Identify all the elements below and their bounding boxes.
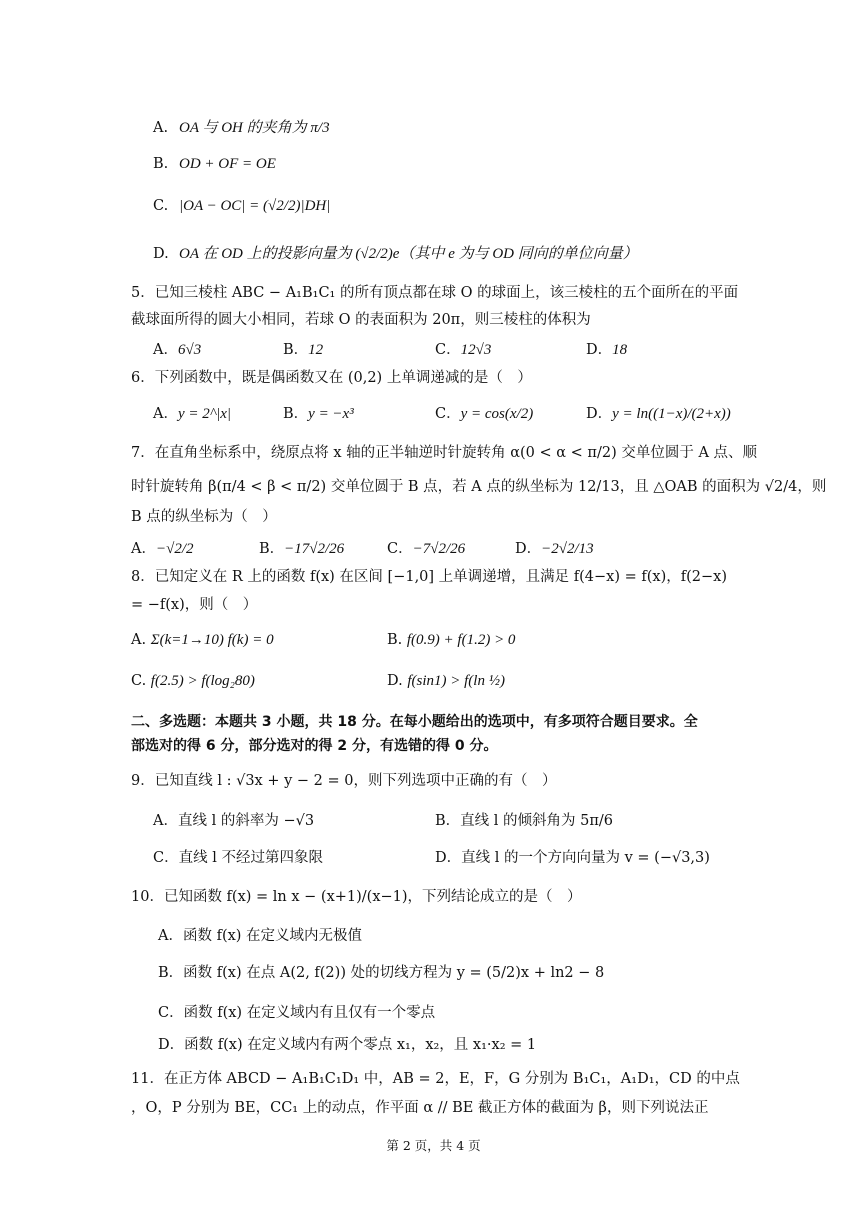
question-8-option-b <box>387 630 515 650</box>
question-6-option-c <box>435 404 533 424</box>
option-text: y = ln((1−x)/(2+x)) <box>612 406 731 422</box>
option-label: C． <box>158 1005 184 1021</box>
question-9-option-a <box>153 811 314 831</box>
option-text: −7√2/26 <box>412 541 466 557</box>
question-10-stem: 10．已知函数 f(x) = ln x − (x+1)/(x−1)，下列结论成立的是（ ） <box>131 889 582 905</box>
option-text: Σ(k=1→10) f(k) = 0 <box>150 632 274 648</box>
question-7-option-d <box>515 539 594 559</box>
option-text: f(2.5) > f(log₂80) <box>150 673 255 689</box>
question-10-option-d <box>158 1035 536 1055</box>
option-b <box>153 154 276 174</box>
option-label: C． <box>153 850 179 866</box>
option-text: 函数 f(x) 在定义域内无极值 <box>182 928 363 944</box>
option-label: B. <box>153 156 169 172</box>
question-11-stem-line-1: 11．在正方体 ABCD − A₁B₁C₁D₁ 中，AB = 2，E，F，G 分别为 B₁C₁，A₁D₁，CD 的中点 <box>131 1071 740 1087</box>
option-text: y = −x³ <box>308 406 354 422</box>
option-label: A． <box>153 406 178 422</box>
option-label: A． <box>153 342 178 358</box>
option-c <box>153 196 330 216</box>
question-10-option-b <box>158 963 604 983</box>
question-10-option-c <box>158 1003 435 1023</box>
question-9-option-d <box>435 848 710 868</box>
question-11-stem-line-2: ，O，P 分别为 BE，CC₁ 上的动点，作平面 α // BE 截正方体的截面为 β，则下列说法正 <box>131 1100 709 1116</box>
option-a <box>153 118 330 138</box>
option-text: 函数 f(x) 在点 A(2, f(2)) 处的切线方程为 y = (5/2)x + ln2 − 8 <box>183 965 605 981</box>
option-text: y = cos(x/2) <box>460 406 534 422</box>
question-7-stem-line-3: B 点的纵坐标为（ ） <box>131 509 277 525</box>
question-7-stem-line-2: 时针旋转角 β(π/4 < β < π/2) 交单位圆于 B 点，若 A 点的纵坐标为 12/13，且 △OAB 的面积为 √2/4，则 <box>131 479 827 495</box>
section-heading-line-2: 部选对的得 6 分，部分选对的得 2 分，有选错的得 0 分。 <box>131 738 498 754</box>
option-label: A． <box>153 813 178 829</box>
question-6-option-b <box>283 404 354 424</box>
option-text: 6√3 <box>177 342 202 358</box>
option-text: −17√2/26 <box>284 541 345 557</box>
option-text: −√2/2 <box>155 541 194 557</box>
option-text: 18 <box>612 342 628 358</box>
option-label: A. <box>131 632 147 648</box>
question-8-stem-line-1: 8．已知定义在 R 上的函数 f(x) 在区间 [−1,0] 上单调递增，且满足 f(4−x) = f(x)，f(2−x) <box>131 569 727 585</box>
option-label: B． <box>259 541 285 557</box>
question-7-option-c <box>387 539 465 559</box>
option-text: OD + OF = OE <box>179 156 276 172</box>
question-9-option-c <box>153 848 323 868</box>
option-label: A． <box>158 928 183 944</box>
option-text: 12√3 <box>460 342 492 358</box>
question-8-option-c <box>131 671 255 691</box>
question-5-stem-line-2: 截球面所得的圆大小相同，若球 O 的表面积为 20π，则三棱柱的体积为 <box>131 312 591 328</box>
question-6-stem: 6．下列函数中，既是偶函数又在 (0,2) 上单调递减的是（ ） <box>131 370 532 386</box>
option-label: C． <box>435 406 461 422</box>
option-label: D． <box>586 406 613 422</box>
option-label: D． <box>158 1037 185 1053</box>
option-label: D. <box>387 673 403 689</box>
option-label: D． <box>435 850 462 866</box>
option-text: f(sin1) > f(ln ½) <box>407 673 505 689</box>
section-heading-line-1: 二、多选题：本题共 3 小题，共 18 分。在每小题给出的选项中，有多项符合题目要求。全 <box>131 714 698 730</box>
page-footer: 第 2 页，共 4 页 <box>386 1138 481 1153</box>
option-label: D. <box>153 246 169 262</box>
option-label: B. <box>387 632 403 648</box>
option-text: OA 在 OD 上的投影向量为 (√2/2)e（其中 e 为与 OD 同向的单位向量） <box>179 246 638 262</box>
question-6-option-d <box>586 404 731 424</box>
option-text: y = 2^|x| <box>177 406 231 422</box>
option-label: B． <box>435 813 461 829</box>
option-text: 直线 l 的一个方向向量为 v = (−√3,3) <box>461 850 710 866</box>
option-label: C. <box>153 198 169 214</box>
option-label: A. <box>153 120 169 136</box>
option-label: C． <box>387 541 413 557</box>
question-5-option-d <box>586 340 627 360</box>
question-7-stem-line-1: 7．在直角坐标系中，绕原点将 x 轴的正半轴逆时针旋转角 α(0 < α < π/2) 交单位圆于 A 点、顺 <box>131 445 758 461</box>
option-text: f(0.9) + f(1.2) > 0 <box>406 632 516 648</box>
option-text: 直线 l 的斜率为 −√3 <box>177 813 315 829</box>
option-text: 12 <box>308 342 324 358</box>
option-text: 直线 l 不经过第四象限 <box>178 850 323 866</box>
question-7-option-a <box>131 539 194 559</box>
option-label: D． <box>586 342 613 358</box>
question-8-option-d <box>387 671 505 691</box>
question-8-stem-line-2: = −f(x)，则（ ） <box>131 597 258 613</box>
question-5-option-a <box>153 340 201 360</box>
option-label: D． <box>515 541 542 557</box>
question-10-option-a <box>158 926 362 946</box>
option-label: B． <box>283 342 309 358</box>
option-label: B． <box>283 406 309 422</box>
option-label: B． <box>158 965 184 981</box>
question-5-option-b <box>283 340 323 360</box>
option-label: A． <box>131 541 156 557</box>
question-9-option-b <box>435 811 613 831</box>
option-text: 直线 l 的倾斜角为 5π/6 <box>460 813 613 829</box>
option-label: C. <box>131 673 147 689</box>
option-text: |OA − OC| = (√2/2)|DH| <box>179 198 331 214</box>
option-text: −2√2/13 <box>541 541 594 557</box>
question-6-option-a <box>153 404 231 424</box>
option-d <box>153 244 638 264</box>
question-5-stem-line-1: 5．已知三棱柱 ABC − A₁B₁C₁ 的所有顶点都在球 O 的球面上，该三棱柱的五个面所在的平面 <box>131 285 739 301</box>
question-7-option-b <box>259 539 344 559</box>
question-5-option-c <box>435 340 491 360</box>
option-label: C． <box>435 342 461 358</box>
option-text: 函数 f(x) 在定义域内有且仅有一个零点 <box>183 1005 436 1021</box>
option-text: 函数 f(x) 在定义域内有两个零点 x₁，x₂，且 x₁·x₂ = 1 <box>184 1037 537 1053</box>
question-8-option-a <box>131 630 274 650</box>
question-9-stem: 9．已知直线 l : √3x + y − 2 = 0，则下列选项中正确的有（ ） <box>131 773 557 789</box>
option-text: OA 与 OH 的夹角为 π/3 <box>179 120 330 136</box>
